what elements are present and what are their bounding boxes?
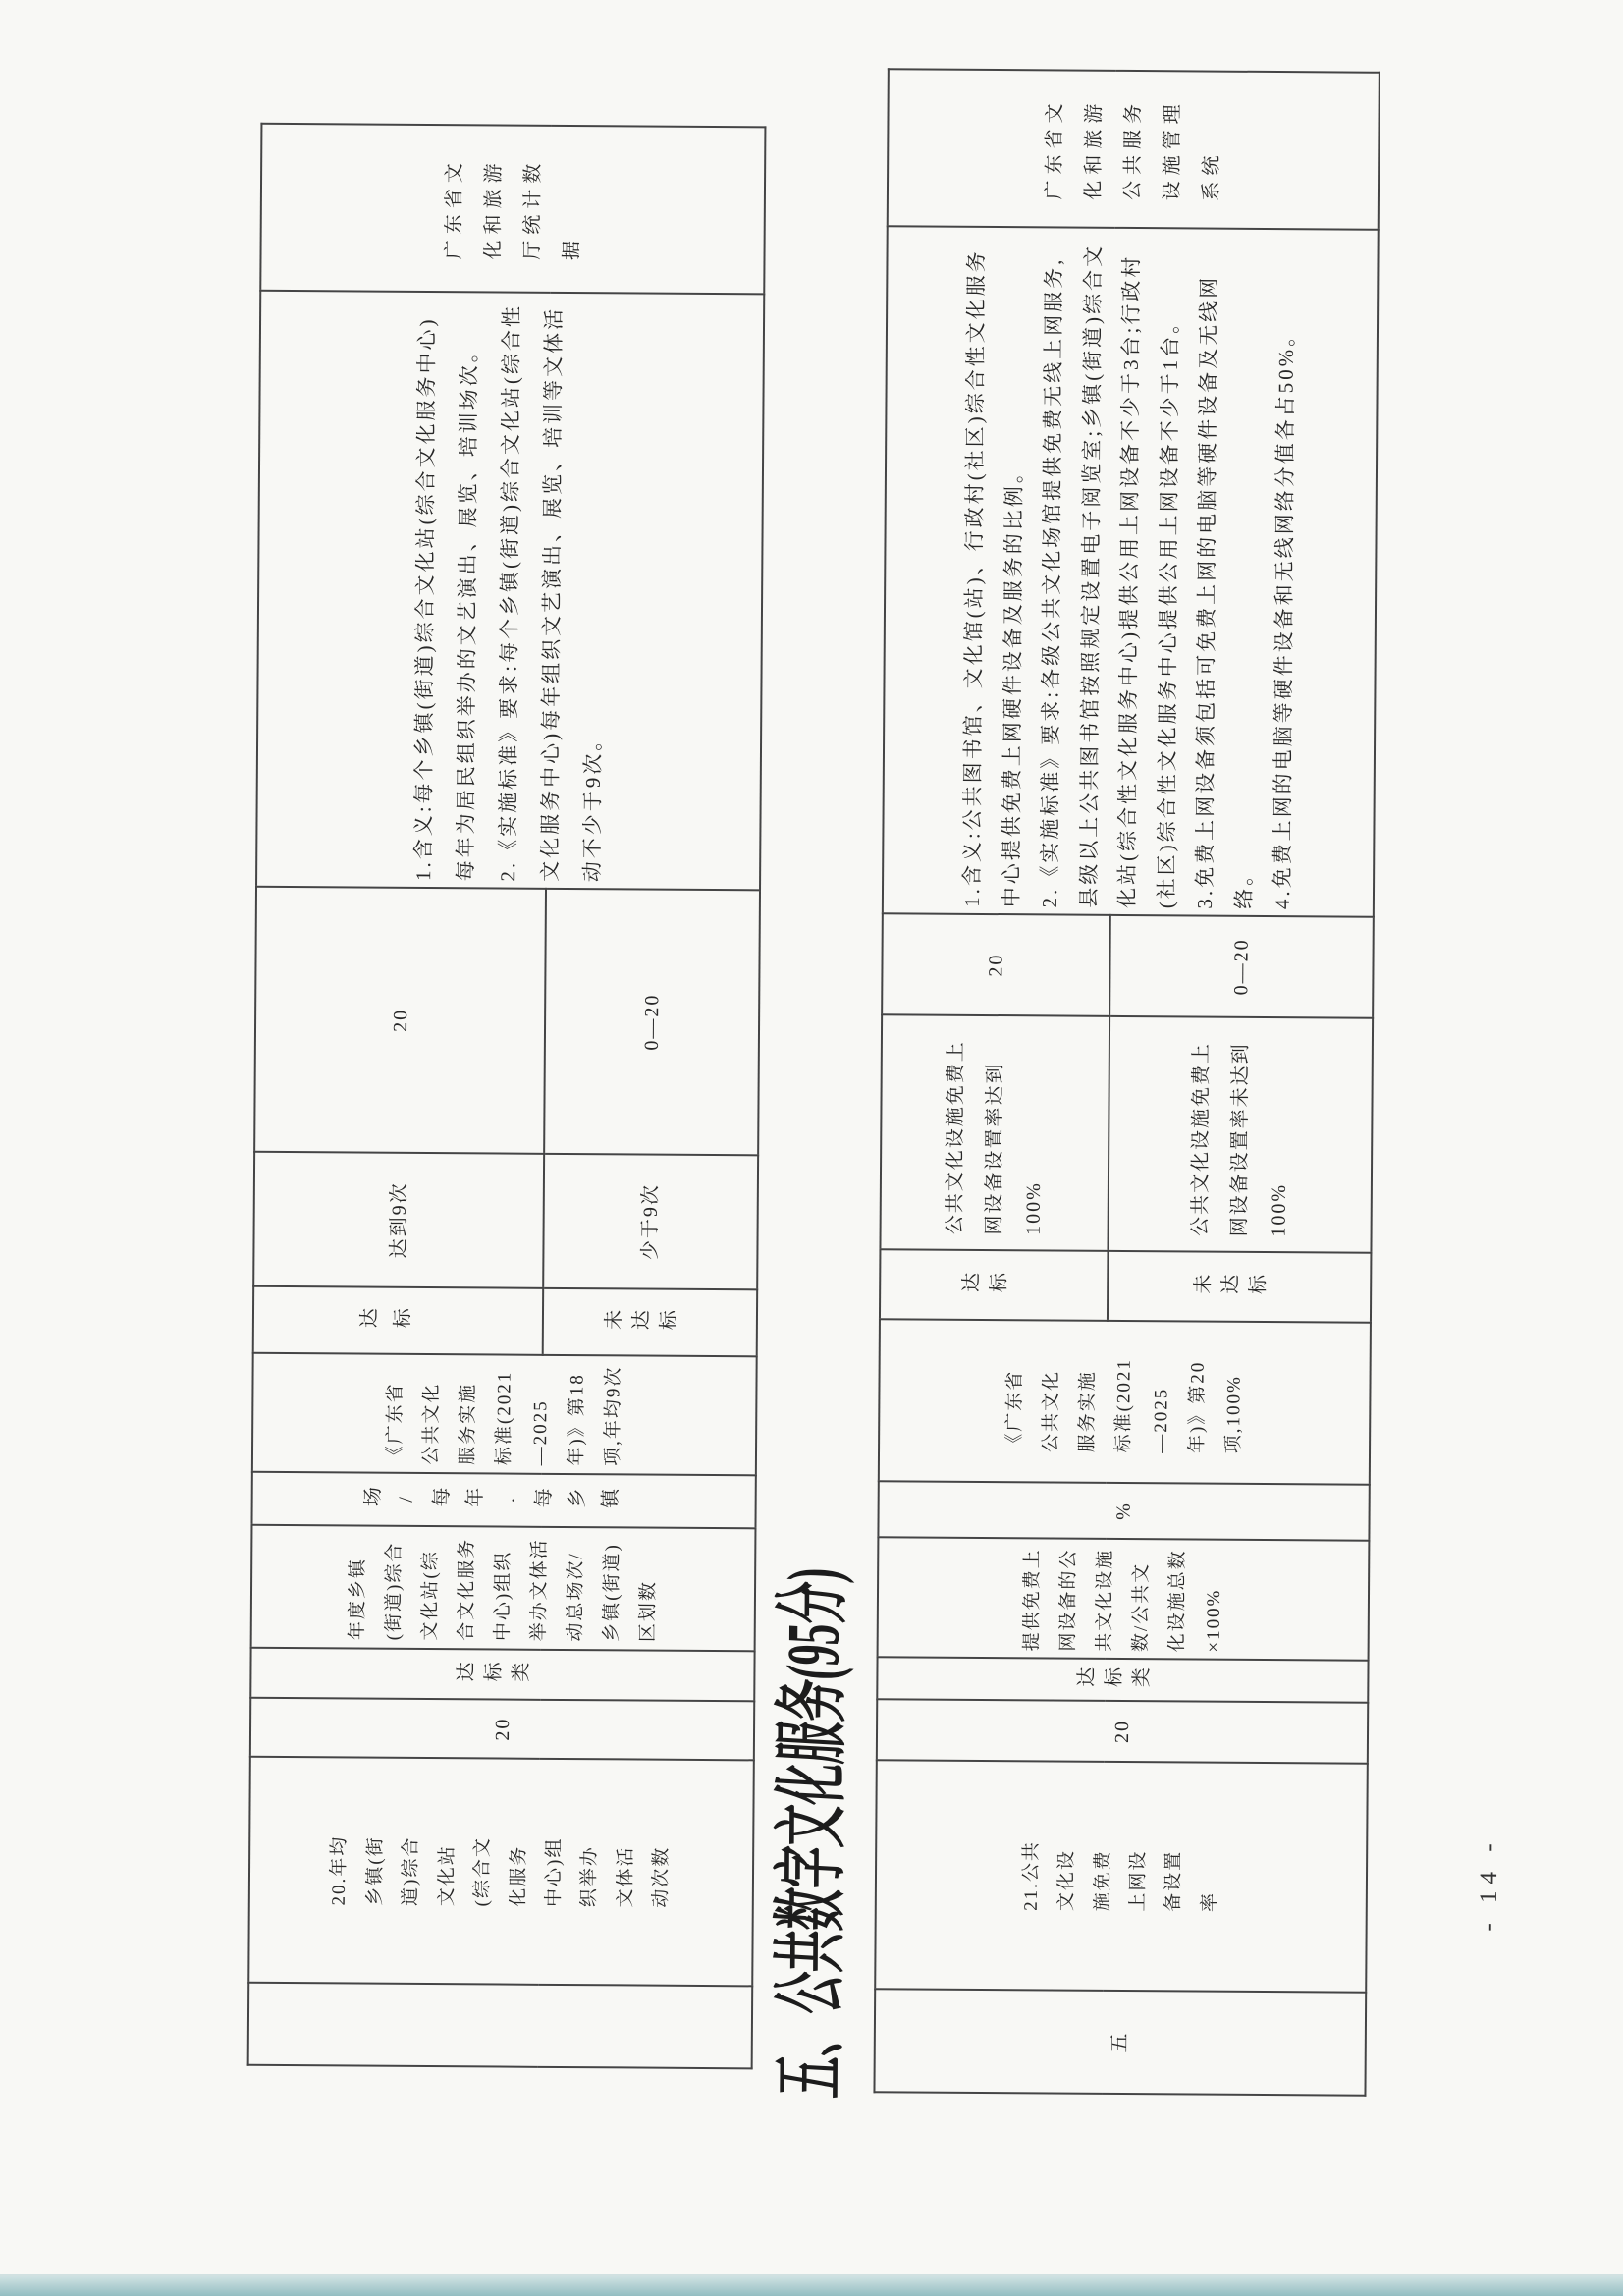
section-heading: 五、公共数字文化服务(95分) — [769, 1565, 856, 2101]
score-cell: 20 — [877, 1699, 1368, 1763]
grade-label-cell — [543, 1288, 757, 1357]
formula-cell — [878, 1537, 1370, 1660]
grade-condition-cell: 少于9次 — [543, 1154, 758, 1290]
criteria-paragraph: 2.《实施标准》要求:每个乡镇(街道)综合文化站(综合性文化服务中心)每年组织文艺演出、展览、培训等文体活动不少于9次。 — [496, 302, 606, 883]
grade-condition-text: 公共文化设施免费上网设备设置率达到100% — [944, 1040, 1045, 1235]
grade-label-text: 未达标 — [1191, 1275, 1274, 1298]
grade-points-cell: 20 — [254, 887, 546, 1154]
criteria-paragraphs — [953, 234, 1307, 909]
indicator-name-cell — [248, 1757, 754, 1987]
score-cell: 20 — [250, 1698, 754, 1761]
table-indicator-20 — [247, 123, 767, 2070]
criteria-paragraphs — [403, 299, 618, 882]
section-cell — [248, 1983, 753, 2069]
grade-condition-cell — [880, 1014, 1109, 1251]
grade-points-cell: 20 — [882, 913, 1110, 1016]
table-indicator-21 — [873, 68, 1380, 2096]
basis-text: 《广东省公共文化服务实施标准(2021—2025年)》第20项,100% — [1004, 1358, 1245, 1454]
section-cell: 五 — [874, 1989, 1366, 2095]
source-text: 广东省文化和旅游厅统计数据 — [442, 157, 583, 261]
criteria-paragraph: 4.免费上网的电脑等硬件设备和无线网络分值各占50%。 — [1271, 322, 1299, 910]
source-text: 广东省文化和旅游公共服务设施管理系统 — [1043, 97, 1223, 201]
unit-cell: % — [878, 1481, 1369, 1540]
type-cell — [877, 1657, 1368, 1702]
indicator-name-cell — [875, 1760, 1368, 1992]
grade-label-text: 达标 — [357, 1309, 426, 1332]
basis-cell — [879, 1319, 1371, 1484]
grade-label-text: 达标 — [959, 1274, 1015, 1296]
type-text: 达标类 — [455, 1663, 538, 1686]
formula-text: 提供免费上网设备的公共文化设施数/公共文化设施总数×100% — [1021, 1548, 1225, 1653]
grade-label-text: 未达标 — [602, 1311, 685, 1334]
type-text: 达标类 — [1074, 1668, 1158, 1691]
scan-edge-strip — [0, 2276, 1623, 2296]
grade-label-cell — [253, 1286, 543, 1355]
indicator-name-text: 21.公共文化设施免费上网设备设置率 — [1020, 1839, 1220, 1913]
page-number: - 14 - — [1475, 1836, 1503, 1932]
source-cell — [888, 69, 1380, 229]
criteria-paragraph: 2.《实施标准》要求:各级公共文化场馆提供免费无线上网服务,县级以上公共图书馆按照规定设置电子阅览室;乡镇(街道)综合文化站(综合性文化服务中心)提供公用上网设备不少于3台;行政村(社区)综合性文化服务中心提供公用上网设备不少于1台。 — [1038, 243, 1182, 909]
grade-condition-cell: 达到9次 — [253, 1152, 544, 1288]
grade-points-cell: 0—20 — [1109, 915, 1374, 1018]
criteria-paragraph: 1.含义:公共图书馆、文化馆(站)、行政村(社区)综合性文化服务中心提供免费上网硬件设备及服务的比例。 — [960, 248, 1026, 908]
grade-condition-text: 公共文化设施免费上网设备设置率未达到100% — [1189, 1041, 1290, 1237]
grade-points-cell: 0—20 — [544, 889, 760, 1156]
source-cell — [260, 124, 765, 295]
grade-condition-cell — [1108, 1016, 1373, 1253]
formula-text: 年度乡镇(街道)综合文化站(综合文化服务中心)组织举办文体活动总场次/乡镇(街道)区划数 — [347, 1537, 660, 1643]
indicator-name-text: 20.年均乡镇(街道)综合文化站(综合文化服务中心)组织举办文体活动次数 — [328, 1834, 673, 1908]
criteria-cell — [256, 291, 764, 891]
grade-label-cell — [1108, 1251, 1371, 1323]
basis-cell — [252, 1353, 757, 1476]
criteria-paragraph: 1.含义:每个乡镇(街道)综合文化站(综合文化服务中心)每年为居民组织举办的文艺演出、展览、培训场次。 — [410, 316, 481, 882]
unit-cell — [251, 1472, 755, 1529]
formula-cell — [251, 1525, 756, 1652]
criteria-cell — [883, 226, 1379, 916]
grade-label-cell — [880, 1249, 1108, 1321]
criteria-paragraph: 3.免费上网设备须包括可免费上网的电脑等硬件设备及无线网络。 — [1193, 274, 1256, 909]
unit-text: 场/每年.每乡镇 — [361, 1488, 633, 1512]
basis-text: 《广东省公共文化服务实施标准(2021—2025年)》第18项,年均9次 — [384, 1365, 624, 1466]
type-cell — [250, 1648, 754, 1702]
